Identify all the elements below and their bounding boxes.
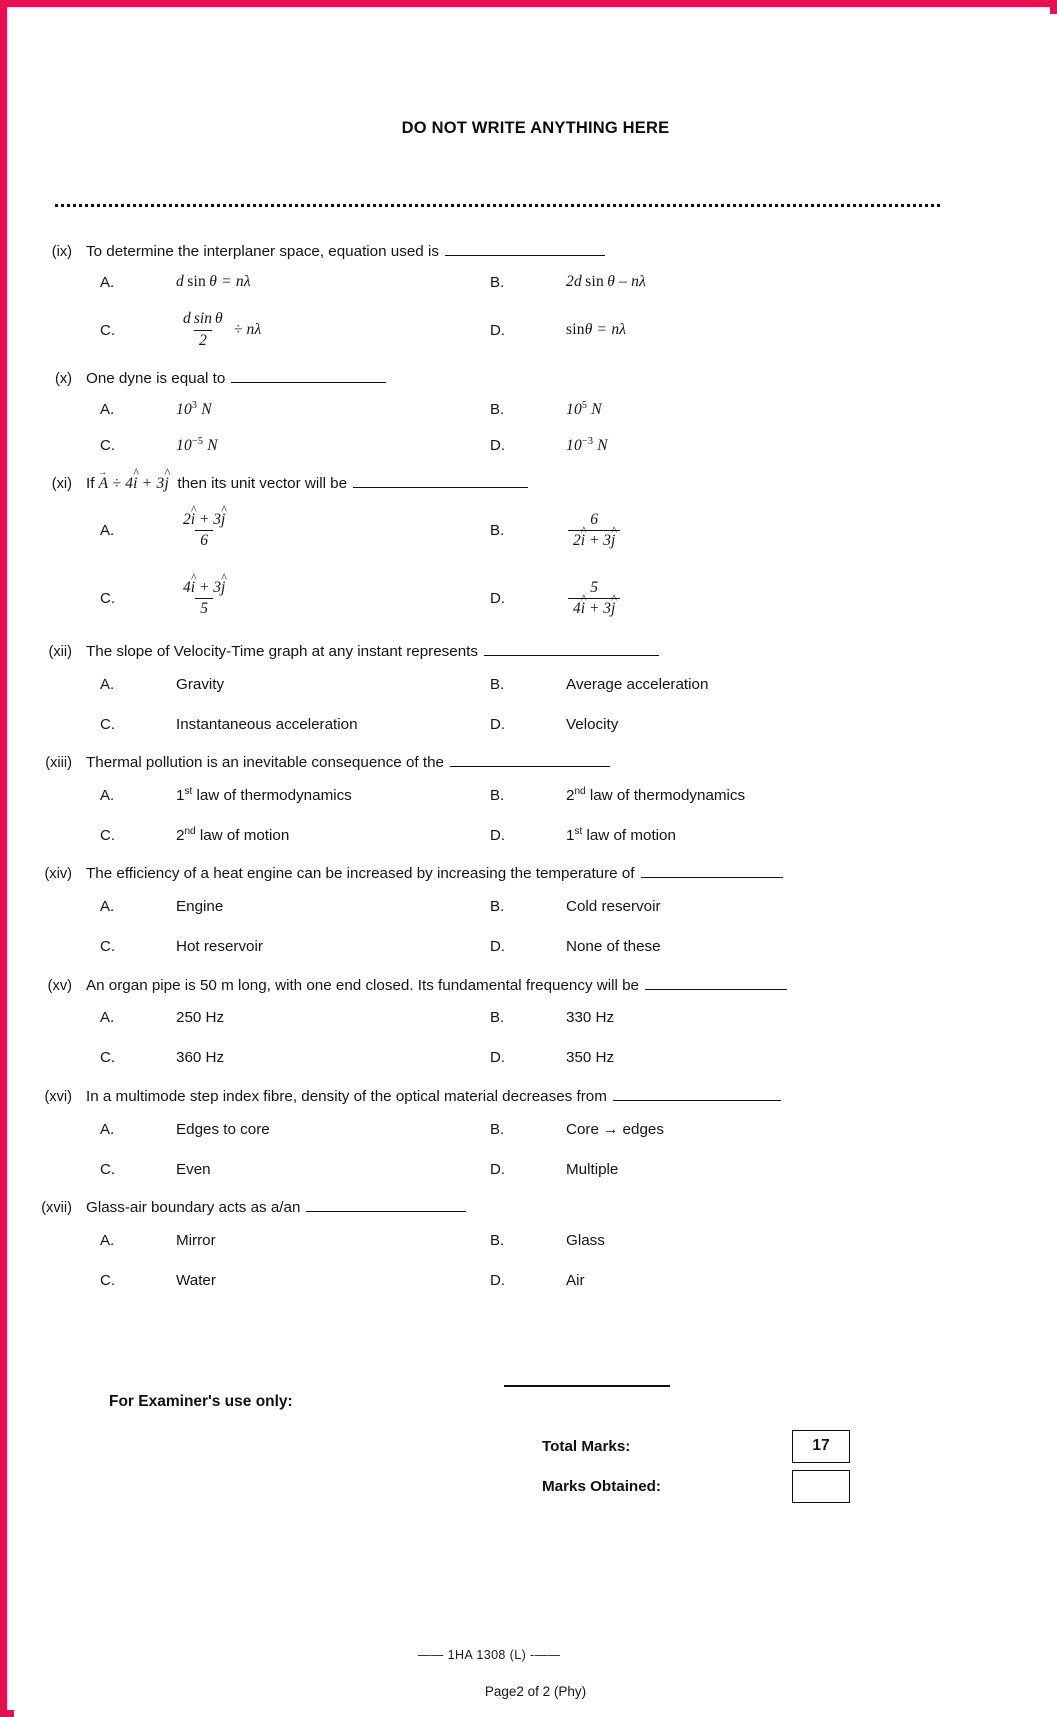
option-a[interactable] [100,265,490,299]
option-label: Mirror [176,1231,216,1249]
question-text: In a multimode step index fibre, density of the optical material decreases from [86,1087,607,1105]
total-marks-box[interactable]: 17 [792,1430,850,1463]
option-grid [14,667,1057,741]
answer-blank[interactable] [484,643,659,656]
option-a[interactable] [100,890,490,924]
answer-blank[interactable] [445,243,605,256]
option-key: A. [100,1009,115,1027]
option-grid [14,778,1057,852]
option-b[interactable] [490,1112,1057,1146]
option-c[interactable] [100,1152,490,1186]
option-key: C. [100,1271,115,1289]
option-a[interactable] [100,1112,490,1146]
option-d[interactable] [490,570,1057,628]
option-d[interactable] [490,1041,1057,1075]
option-key: B. [490,675,505,693]
option-a[interactable] [100,1223,490,1257]
option-label: Engine [176,898,224,916]
option-label: d sin θ = nλ [176,273,251,291]
option-key: D. [490,715,505,733]
option-key: D. [490,321,505,339]
option-label: sinθ = nλ [566,321,627,339]
question-stem [14,1198,1057,1217]
option-b[interactable] [490,667,1057,701]
option-grid [14,502,1057,628]
question-number: (xiv) [44,866,72,883]
option-grid [14,1001,1057,1075]
option-key: B. [490,522,505,540]
option-key: C. [100,715,115,733]
option-d[interactable] [490,1263,1057,1297]
question-stem [14,642,1057,661]
marks-obtained-row [542,1466,872,1506]
option-key: B. [490,1231,505,1249]
option-b[interactable] [490,502,1057,560]
option-label: Core → edges [566,1120,664,1138]
question-number: (xv) [47,977,72,994]
option-label: $\frac{2i \^{} + 3j \^{}}{6}$ [176,511,490,551]
option-key: C. [100,1049,115,1067]
answer-blank[interactable] [450,754,610,767]
signature-rule [504,1385,670,1387]
option-b[interactable] [490,392,1057,426]
exam-paper-sheet [14,14,1057,1717]
option-label: $10^{-5}$ N [176,435,218,455]
question-xiii [14,753,1057,852]
option-label: 2nd law of thermodynamics [566,786,746,805]
question-xv [14,976,1057,1075]
question-text: One dyne is equal to [86,370,226,388]
option-label: 330 Hz [566,1009,615,1027]
option-grid [14,1112,1057,1186]
option-a[interactable] [100,1001,490,1035]
option-key: C. [100,590,115,608]
question-ix [14,242,1057,359]
option-key: D. [490,938,505,956]
option-label: Instantaneous acceleration [176,715,358,733]
option-label: Water [176,1271,216,1289]
option-key: D. [490,826,505,844]
option-d[interactable] [490,707,1057,741]
question-text: To determine the interplaner space, equation used is [86,243,439,260]
option-key: C. [100,321,115,339]
option-label: Edges to core [176,1120,270,1138]
option-label: Glass [566,1231,605,1249]
marks-obtained-label: Marks Obtained: [542,1477,661,1495]
question-stem [14,976,1057,995]
question-xvii [14,1198,1057,1297]
question-text: Glass-air boundary acts as a/an [86,1199,301,1217]
question-stem [14,242,1057,261]
option-b[interactable] [490,1223,1057,1257]
option-label: Velocity [566,715,619,733]
option-key: A. [100,898,115,916]
option-b[interactable] [490,778,1057,812]
question-xiv [14,864,1057,963]
question-stem [14,753,1057,772]
question-number: (x) [54,371,72,388]
option-key: B. [490,1120,505,1138]
question-number: (ix) [51,244,72,260]
option-label: Multiple [566,1160,619,1178]
option-label: Air [566,1271,585,1289]
option-b[interactable] [490,890,1057,924]
paper-code: —— 1HA 1308 (L) -—— [418,1648,561,1662]
question-x [14,369,1057,462]
option-label: $10^{-3}$ N [566,435,608,455]
option-grid [14,265,1057,359]
question-text: The slope of Velocity-Time graph at any instant represents [86,642,478,660]
option-label: 360 Hz [176,1049,225,1067]
question-xvi [14,1087,1057,1186]
page-title: DO NOT WRITE ANYTHING HERE [401,119,670,137]
option-a[interactable] [100,667,490,701]
option-key: D. [490,436,505,454]
option-label: $\frac{4i \^{} + 3j \^{}}{5}$ [176,579,490,619]
option-key: D. [490,1049,505,1067]
answer-blank[interactable] [306,1199,466,1212]
option-d[interactable] [490,818,1057,852]
question-text: Thermal pollution is an inevitable consequence of the [86,754,444,772]
option-label: None of these [566,938,661,956]
option-b[interactable] [490,265,1057,299]
question-xi [14,474,1057,627]
option-key: D. [490,1271,505,1289]
option-label: 1st law of thermodynamics [176,786,352,805]
answer-blank[interactable] [353,476,528,489]
option-key: C. [100,826,115,844]
question-text: If A → ÷ 4i ^ + 3j ^ then its unit vector will be [86,474,347,493]
option-key: A. [100,522,115,540]
question-stem [14,369,1057,388]
examiner-heading: For Examiner's use only: [109,1393,293,1410]
question-text: An organ pipe is 50 m long, with one end closed. Its fundamental frequency will be [86,976,639,994]
answer-blank[interactable] [613,1088,781,1101]
question-number: (xii) [48,643,72,660]
question-stem [14,474,1057,493]
option-key: D. [490,590,505,608]
option-key: B. [490,273,505,291]
option-label: 2d sin θ – nλ [566,273,647,291]
option-label: 250 Hz [176,1009,225,1027]
option-c[interactable] [100,301,490,359]
option-d[interactable] [490,1152,1057,1186]
question-number: (xi) [51,476,72,493]
answer-blank[interactable] [641,865,783,878]
option-label: 350 Hz [566,1049,615,1067]
option-key: C. [100,1160,115,1178]
option-key: C. [100,938,115,956]
option-a[interactable] [100,502,490,560]
option-label: $10^3$ N [176,399,212,419]
option-label: $\frac{5}{4i \^{} + 3j}$ ^ [566,579,1057,619]
option-key: B. [490,1009,505,1027]
option-key: A. [100,400,115,418]
option-key: A. [100,786,115,804]
option-label: Average acceleration [566,675,709,693]
option-key: A. [100,1231,115,1249]
option-label: Cold reservoir [566,898,661,916]
marks-table [542,1426,872,1506]
option-c[interactable] [100,1263,490,1297]
option-d[interactable] [490,301,1057,359]
option-key: A. [100,273,115,291]
question-text: The efficiency of a heat engine can be increased by increasing the temperature of [86,865,635,883]
option-grid [14,392,1057,462]
option-b[interactable] [490,1001,1057,1035]
option-label: 1st law of motion [566,826,676,845]
option-d[interactable] [490,930,1057,964]
question-number: (xvii) [41,1200,72,1217]
option-label: Hot reservoir [176,938,263,956]
option-key: B. [490,898,505,916]
marks-obtained-box[interactable] [792,1470,850,1503]
option-a[interactable] [100,392,490,426]
option-c[interactable] [100,428,490,462]
question-number: (xvi) [44,1088,72,1105]
option-key: A. [100,1120,115,1138]
answer-blank[interactable] [231,370,386,383]
option-c[interactable] [100,930,490,964]
question-number: (xiii) [45,755,72,772]
question-stem [14,1087,1057,1106]
option-grid [14,890,1057,964]
answer-blank[interactable] [645,977,787,990]
question-list [14,242,1057,1299]
option-key: D. [490,1160,505,1178]
option-label: Even [176,1160,211,1178]
option-grid [14,1223,1057,1297]
option-key: B. [490,400,505,418]
option-key: B. [490,786,505,804]
option-label: $\frac{6}{2i \^{} + 3j}$ ^ [566,511,1057,551]
option-label: 2nd law of motion [176,826,290,845]
total-marks-row [542,1426,872,1466]
option-label: Gravity [176,675,225,693]
total-marks-label: Total Marks: [542,1437,631,1455]
dotted-separator [55,204,940,207]
question-xii [14,642,1057,741]
option-d[interactable] [490,428,1057,462]
page-footer: Page2 of 2 (Phy) [484,1684,587,1699]
option-c[interactable] [100,818,490,852]
option-key: C. [100,436,115,454]
option-c[interactable] [100,570,490,628]
question-stem [14,864,1057,883]
option-label: $\frac{\text{d sin θ}}{2}$ ÷ nλ [183,310,262,349]
option-c[interactable] [100,1041,490,1075]
option-key: A. [100,675,115,693]
option-label: $10^5$ N [566,399,602,419]
option-a[interactable] [100,778,490,812]
option-c[interactable] [100,707,490,741]
